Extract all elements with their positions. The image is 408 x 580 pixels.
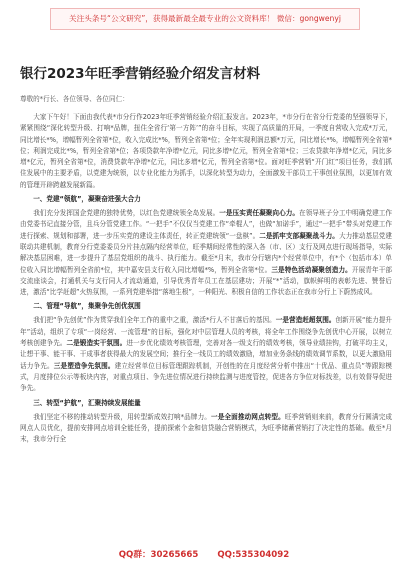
text-run: 建立经营单位目标管理跟踪机制，开创性的在月度经营分析中推出“十优品、重点员”等跟踪模式，月度排位公示等板块内容，对重点项目、争先进位情况进行持续监测与进度管控，促进各方争位对标找差，以有效督导促进争先。	[20, 361, 392, 393]
document-body	[20, 112, 392, 544]
intro-paragraph: 大家下午好！下面由我代表*市分行作2023年旺季营销经验介绍汇报发言。2023年，*市分行在省分行党委的坚强领导下，紧紧围绕“深化转型升级、打响*品牌，扭住全省行‘第一方阵’”的奋斗目标，实现了高质量的开局，一季度自营收入完成*万元，同比增长*%，增幅暂列全省第*位，收入完成比*%，暂列全省第*位；全年实现利润总额*万元，同比增长*%，增幅暂列全省第*位；利润完成比*%，暂列全省第*位；各项贷款年净增*亿元，同比多增*亿元，暂列全省第*位；三农贷款年净增*亿元，同比多增*亿元，暂列全省第*位，消费贷款年净增*亿元，同比多增*亿元，暂列全省第*位。面对旺季营销“开门红”项目任务，我们抓住发展中的主要矛盾，以党建为统领，以专业化能力为抓手，以深化转型为动力，全面激发干部员工干事创业氛围，以更加有效的管理开辟跨越发展新篇。	[20, 113, 392, 189]
bold-phrase: 一是全面推动网点转型。	[211, 412, 285, 421]
section-3-heading: 三、转型“护航”，汇聚持续发展能量	[33, 398, 141, 407]
bold-phrase: 一是压实责任凝聚向心力。	[219, 209, 300, 218]
section-2-heading: 二、管理“导航”，集聚争先创优氛围	[33, 302, 141, 311]
bold-phrase: 三是塑造争先氛围。	[53, 361, 115, 370]
qq-group-label: QQ群：30265665	[118, 550, 199, 560]
section-2-paragraph-1	[20, 315, 392, 394]
text-run: 大力推动基层党建联动共建机制，教育分行党委委员分片挂点隔内经营单位，旺季期间经常性的深入各（市、区）支行及网点进行现场指导，实际解决基层困难，进一步提升了基层党组织的战斗、执行能力。截至*月末，我市分行辖内*个经营单位中，有*个（包括市本）单位收入同比增幅暂列全省前*位，其中嘉安县支行收入同比增幅*%，暂列全省第*位。	[20, 231, 392, 274]
text-run: 进一步优化绩效考核管理，完善对各一级支行的绩效考核，领导业绩挂钩，打破平均主义，让想干事、能干事、干成事者获得最大的发展空间；推行全一线员工的绩效激励，增加业务条线的绩效调节系数，以更大激励用话力争先。	[20, 339, 392, 370]
contact-footer	[0, 548, 408, 560]
promo-banner: 关注头条号“公文研究”，获得最新最全最专业的公文资料库！ 微信：gongwenyj	[50, 8, 360, 30]
bold-phrase: 二是抓牢支部凝聚战斗力。	[259, 231, 339, 240]
section-3-paragraph-1	[20, 412, 392, 446]
bold-phrase: 一是营造赶超氛围。	[275, 316, 336, 325]
text-run: 创新开展“能力提升年”活动，组织了专项“一岗经营、一流管理”的目标，强化对中层管理人员的考核，将全年工作围绕争先创优中心开展，以树立考核创建争先。	[20, 316, 392, 348]
section-1-heading: 一、党建“领航”，凝聚奋进强大合力	[33, 195, 141, 204]
bold-phrase: 二是锻造实干氛围。	[66, 339, 127, 348]
qq-label: QQ:535304092	[217, 550, 290, 560]
text-run: 我们充分发挥国企党建的独特优势，以红色党建统领全岛发展。	[33, 209, 220, 218]
text-run: 开展青年干部交流座谈会，打通机关与支行同人才流动通道，引导优秀青年员工在基层建功；开展“*”活动，旗帜鲜明的表彰先进、赞誉后进，激活“比学赶超”火热氛围，一系列党建举措“落地生根”，一种阳光、积极自信的工作状态正在我市分行上下蔚然成风。	[20, 265, 392, 297]
bold-phrase: 三是特色活动凝聚创造力。	[271, 265, 352, 274]
greeting: 尊敬的*行长、各位领导、各位同仁：	[20, 95, 129, 103]
text-run: 在领导班子分工中明确党建工作由党委书记直接分管，且兵分管党建工作。“一把手”不仅仅当党建工作“牵棍人”，也做“加诺手”，通过“一把手”带头对党建工作进行探索、规划和部署，进一步压实党的建设主体责任，转正党建统领“一盘棋”。	[20, 209, 392, 240]
text-run: 我们坚定不移的推动转型升级，用转型新成效打响*品牌力。	[33, 412, 212, 421]
section-1-paragraph-1	[20, 208, 392, 298]
text-run: 旺季营销则来前，教育分行圆满完成网点人员优化，提前安排网点培训全能任务，提前探索个金和信贷融合营销模式，为旺季储蓄营销打了决定性的基础。截至*月末，我市分行全	[20, 412, 392, 444]
text-run: 我们把“争先创优”作为贯穿我们全年工作的重中之重，激活*行人不甘落后的基因。	[33, 316, 276, 325]
page-title: 银行2023年旺季营销经验介绍发言材料	[20, 66, 261, 82]
